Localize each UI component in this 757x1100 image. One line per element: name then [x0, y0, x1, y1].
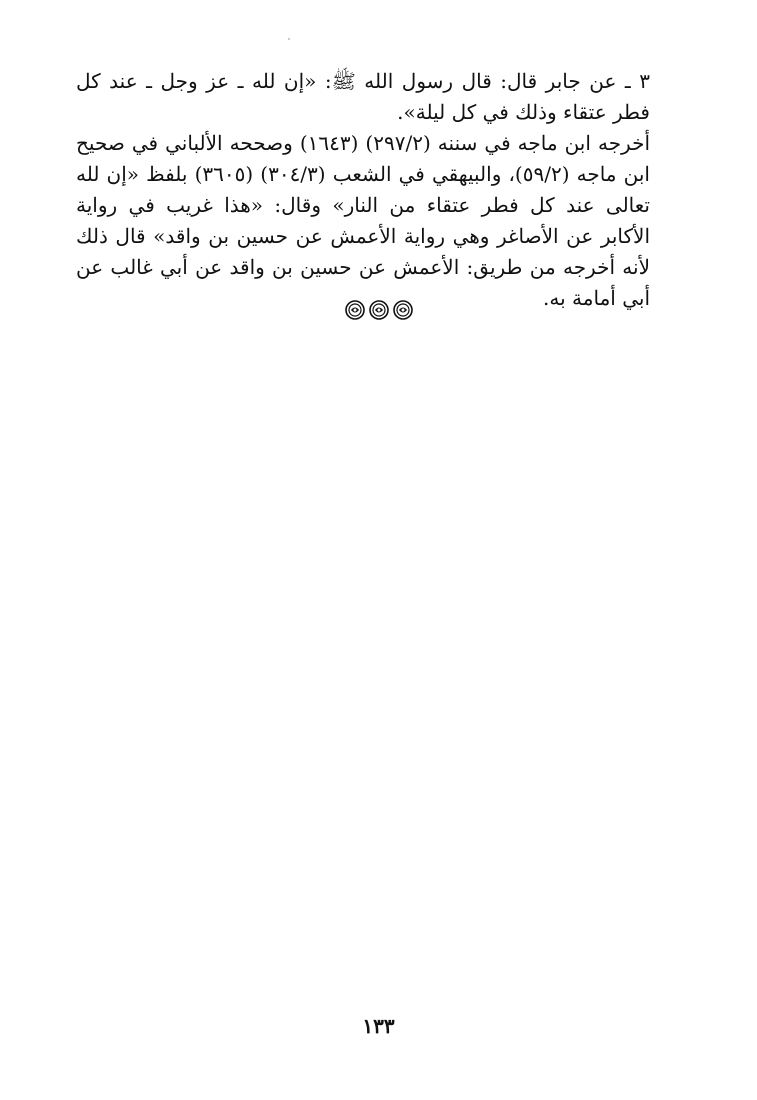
ornament-icon	[393, 300, 413, 320]
ornament-icon	[345, 300, 365, 320]
takhrij-paragraph: أخرجه ابن ماجه في سننه (٢٩٧/٢) (١٦٤٣) وصححه الألباني في صحيح ابن ماجه (٥٩/٢)، والبيهقي في الشعب (٣٠٤/٣) (٣٦٠٥) بلفظ «إن لله تعالى عند كل فطر عتقاء من النار» وقال: «هذا غريب في رواية الأكابر عن الأصاغر وهي رواية الأعمش عن حسين بن واقد» قال ذلك لأنه أخرجه من طريق: الأعمش عن حسين بن واقد عن أبي غالب عن أبي أمامة به.	[76, 131, 651, 310]
ornament-icon	[369, 300, 389, 320]
scan-speck	[288, 38, 290, 40]
main-text	[76, 66, 650, 314]
section-separator	[0, 300, 757, 320]
page-number: ١٣٣	[362, 1014, 395, 1038]
hadith-paragraph: ٣ ـ عن جابر قال: قال رسول الله ﷺ: «إن لله ـ عز وجل ـ عند كل فطر عتقاء وذلك في كل ليلة».	[76, 69, 650, 124]
